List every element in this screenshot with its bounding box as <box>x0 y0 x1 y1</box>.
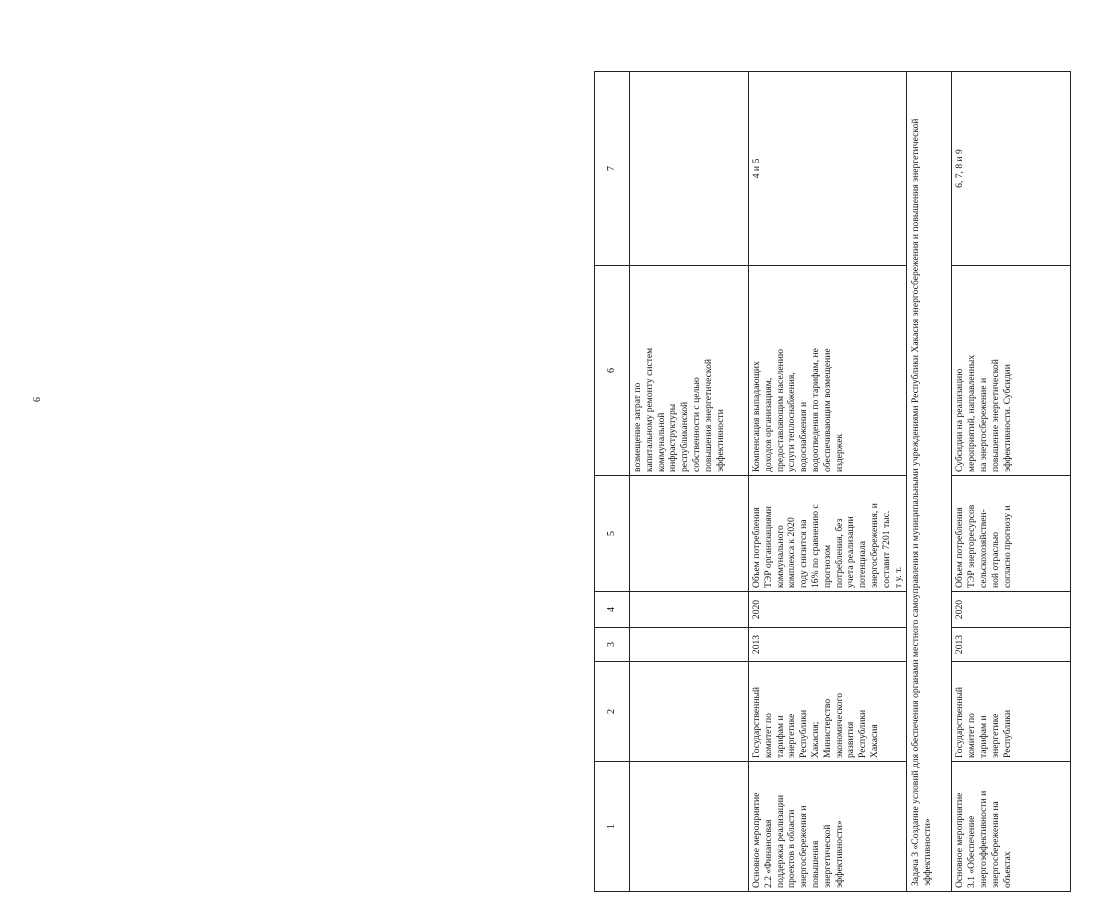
task-row <box>907 72 952 892</box>
start-year: 2013 <box>749 628 907 662</box>
main-directions: Субсидии на реализацию мероприятий, направленных на энергосбережение и повышение энергетической эффективности. Субсидии <box>952 266 1071 476</box>
table-row <box>749 72 907 892</box>
table-cell <box>630 592 749 628</box>
rotated-page <box>594 72 1106 892</box>
responsible-executor: Государственный комитет по тарифам и энергетике Республики <box>952 662 1071 762</box>
table-cell <box>630 476 749 592</box>
table-row <box>952 72 1071 892</box>
table-cell <box>630 662 749 762</box>
table-cell <box>630 72 749 266</box>
responsible-executor: Государственный комитет по тарифам и энергетике Республики Хакасия; Министерство экономического развития Республики Хакасия <box>749 662 907 762</box>
header-cell: 4 <box>595 592 630 628</box>
header-row <box>595 72 630 892</box>
measures-table <box>594 71 1071 892</box>
header-cell: 6 <box>595 266 630 476</box>
table-cell: возмещение затрат по капитальному ремонту систем коммунальной инфраструктуры республиканской собственности с целью повышения энергетической эффективности <box>630 266 749 476</box>
table-cell <box>630 762 749 892</box>
header-cell: 1 <box>595 762 630 892</box>
header-cell: 5 <box>595 476 630 592</box>
table-cell <box>630 628 749 662</box>
end-year: 2020 <box>952 592 1071 628</box>
measure-name: Основное мероприятие 2.2 «Финансовая поддержка реализации проектов в области энергосбережения и повышения энергетической эффективности» <box>749 762 907 892</box>
header-cell: 3 <box>595 628 630 662</box>
expected-result: Объем потребления ТЭР энергоресурсов сельскохозяйствен- ной отраслью согласно прогнозу и <box>952 476 1071 592</box>
header-cell: 2 <box>595 662 630 762</box>
header-cell: 7 <box>595 72 630 266</box>
end-year: 2020 <box>749 592 907 628</box>
expected-result: Объем потребления ТЭР организациями коммунального комплекса к 2020 году снизится на 16% по сравнению с прогнозом потребления, без учета реализации потенциала энергосбережения, и составит 7201 тыс. т у. т. <box>749 476 907 592</box>
main-directions: Компенсация выпадающих доходов организациям, предоставляющим населению услуги теплоснабжения, водоснабжения и водоотведения по тарифам, не обеспечивающим возмещение издержек <box>749 266 907 476</box>
indicator-link: 6, 7, 8 и 9 <box>952 72 1071 266</box>
page-number: 9 <box>30 397 41 402</box>
task-title: Задача 3 «Создание условий для обеспечения органами местного самоуправления и муниципальными учреждениями Республики Хакасия энергосбережения и повышения энергетической эффективности» <box>907 72 952 892</box>
indicator-link: 4 и 5 <box>749 72 907 266</box>
measure-name: Основное мероприятие 3.1 «Обеспечение энергоэффективности и энергосбережения на объектах <box>952 762 1071 892</box>
start-year: 2013 <box>952 628 1071 662</box>
table-row <box>630 72 749 892</box>
